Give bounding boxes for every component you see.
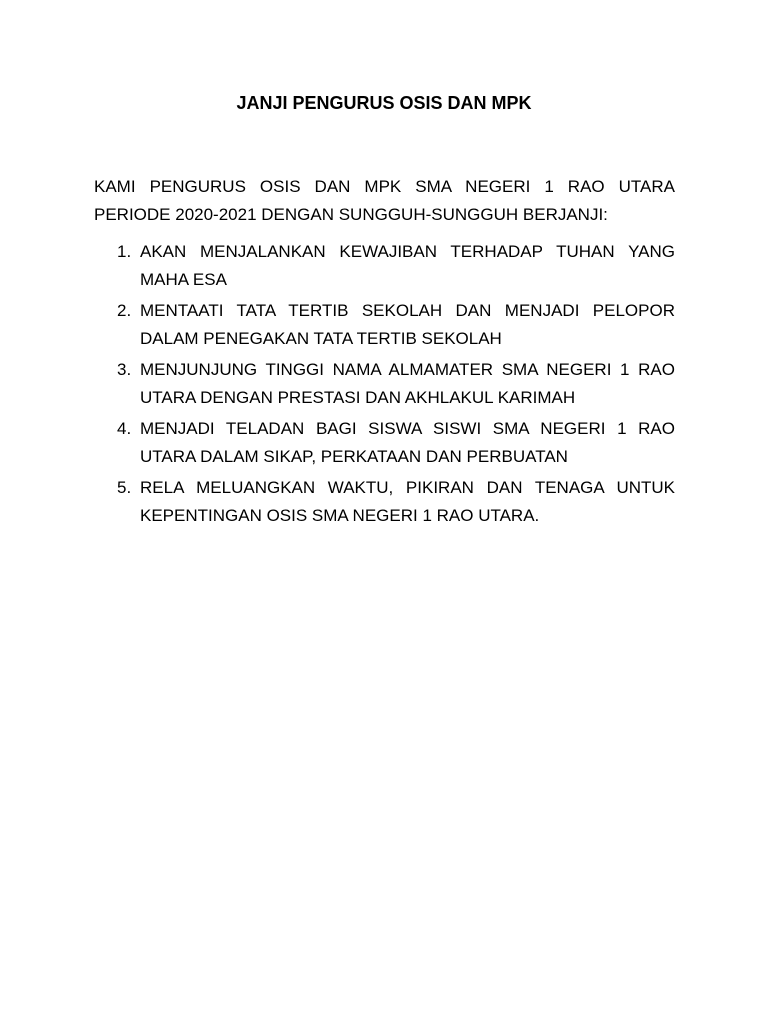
pledge-text-line: DALAM PENEGAKAN TATA TERTIB SEKOLAH [140, 329, 502, 348]
pledge-text-line: KEPENTINGAN OSIS SMA NEGERI 1 RAO UTARA. [140, 506, 540, 525]
pledge-text-line: MENJADI TELADAN BAGI SISWA SISWI SMA NEGERI 1 RAO [140, 419, 675, 438]
pledge-text-line: RELA MELUANGKAN WAKTU, PIKIRAN DAN TENAGA UNTUK [140, 478, 675, 497]
pledge-number: 5. [117, 478, 132, 497]
pledge-number: 2. [117, 301, 132, 320]
document-title: JANJI PENGURUS OSIS DAN MPK [236, 93, 532, 113]
pledge-number: 3. [117, 360, 132, 379]
intro-line-2: PERIODE 2020-2021 DENGAN SUNGGUH-SUNGGUH BERJANJI: [94, 205, 608, 224]
pledge-number: 4. [117, 419, 132, 438]
pledge-list [94, 238, 675, 533]
pledge-text-line: AKAN MENJALANKAN KEWAJIBAN TERHADAP TUHAN YANG [140, 242, 675, 261]
pledge-item-1 [94, 238, 675, 294]
pledge-text [140, 356, 675, 412]
pledge-item-2 [94, 297, 675, 353]
pledge-item-4 [94, 415, 675, 471]
pledge-item-3 [94, 356, 675, 412]
pledge-text-line: MENTAATI TATA TERTIB SEKOLAH DAN MENJADI PELOPOR [140, 301, 675, 320]
pledge-text [140, 238, 675, 294]
intro-paragraph [94, 173, 675, 229]
pledge-text-line: UTARA DALAM SIKAP, PERKATAAN DAN PERBUATAN [140, 447, 568, 466]
pledge-text-line: UTARA DENGAN PRESTASI DAN AKHLAKUL KARIMAH [140, 388, 576, 407]
pledge-text-line: MAHA ESA [140, 270, 227, 289]
pledge-item-5 [94, 474, 675, 530]
pledge-text [140, 297, 675, 353]
pledge-text [140, 474, 675, 530]
pledge-number: 1. [117, 242, 132, 261]
intro-line-1: KAMI PENGURUS OSIS DAN MPK SMA NEGERI 1 RAO UTARA [94, 177, 675, 196]
pledge-text [140, 415, 675, 471]
pledge-text-line: MENJUNJUNG TINGGI NAMA ALMAMATER SMA NEGERI 1 RAO [140, 360, 675, 379]
